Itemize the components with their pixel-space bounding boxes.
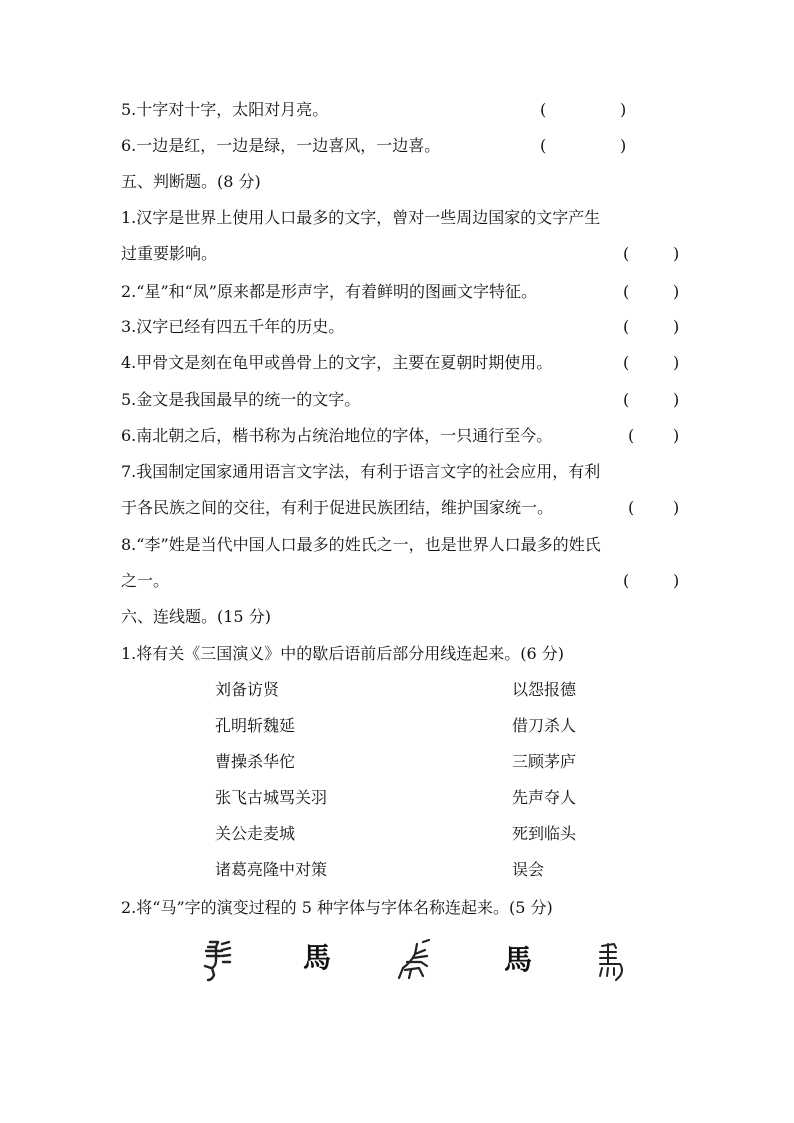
judge-item-6: 6.南北朝之后，楷书称为占统治地位的字体，一只通行至今。 xyxy=(121,426,553,445)
matching-q1-prompt: 1.将有关《三国演义》中的歇后语前后部分用线连起来。(6 分) xyxy=(121,644,565,663)
answer-right-paren: ) xyxy=(673,244,680,263)
answer-right-paren: ) xyxy=(620,100,627,119)
section4-item-6-text: 6.一边是红，一边是绿，一边喜风，一边喜。 xyxy=(121,136,441,155)
section4-item-5-text: 5.十字对十字，太阳对月亮。 xyxy=(121,100,329,119)
answer-left-paren: ( xyxy=(628,498,635,517)
section-5-title: 五、判断题。(8 分) xyxy=(121,172,261,191)
judge-item-7-line-1: 7.我国制定国家通用语言文字法，有利于语言文字的社会应用，有利 xyxy=(121,462,601,481)
matching-q2-prompt: 2.将“马”字的演变过程的 5 种字体与字体名称连起来。(5 分) xyxy=(121,898,553,917)
oracle-bone-horse-glyph xyxy=(200,938,236,984)
match-right-item: 先声夺人 xyxy=(512,788,577,807)
judge-item-2: 2.“星”和“凤”原来都是形声字，有着鲜明的图画文字特征。 xyxy=(121,282,537,301)
match-left-item: 张飞古城骂关羽 xyxy=(215,788,328,807)
answer-right-paren: ) xyxy=(673,426,680,445)
answer-left-paren: ( xyxy=(623,282,630,301)
match-left-item: 刘备访贤 xyxy=(215,680,280,699)
answer-left-paren: ( xyxy=(540,136,547,155)
match-left-item: 曹操杀华佗 xyxy=(215,752,296,771)
answer-left-paren: ( xyxy=(623,317,630,336)
judge-item-7-line-2: 于各民族之间的交往，有利于促进民族团结，维护国家统一。 xyxy=(121,498,554,517)
match-right-item: 借刀杀人 xyxy=(512,716,577,735)
answer-right-paren: ) xyxy=(673,498,680,517)
match-left-item: 诸葛亮隆中对策 xyxy=(215,860,328,879)
answer-left-paren: ( xyxy=(623,353,630,372)
answer-left-paren: ( xyxy=(540,100,547,119)
answer-right-paren: ) xyxy=(673,390,680,409)
answer-left-paren: ( xyxy=(623,390,630,409)
answer-right-paren: ) xyxy=(673,571,680,590)
answer-left-paren: ( xyxy=(623,571,630,590)
match-right-item: 三顾茅庐 xyxy=(512,752,577,771)
judge-item-4: 4.甲骨文是刻在龟甲或兽骨上的文字，主要在夏朝时期使用。 xyxy=(121,353,553,372)
judge-item-8-line-2: 之一。 xyxy=(121,571,170,590)
standard-script-horse-glyph: 馬 xyxy=(302,941,331,974)
judge-item-1-line-2: 过重要影响。 xyxy=(121,244,218,263)
bronze-inscription-horse-glyph xyxy=(393,938,435,982)
judge-item-5: 5.金文是我国最早的统一的文字。 xyxy=(121,390,361,409)
match-right-item: 以怨报德 xyxy=(512,680,577,699)
answer-left-paren: ( xyxy=(628,426,635,445)
answer-right-paren: ) xyxy=(673,317,680,336)
answer-right-paren: ) xyxy=(620,136,627,155)
answer-right-paren: ) xyxy=(673,282,680,301)
answer-left-paren: ( xyxy=(623,244,630,263)
section-6-title: 六、连线题。(15 分) xyxy=(121,607,271,626)
judge-item-8-line-1: 8.“李”姓是当代中国人口最多的姓氏之一，也是世界人口最多的姓氏 xyxy=(121,535,601,554)
match-left-item: 孔明斩魏延 xyxy=(215,716,296,735)
match-right-item: 死到临头 xyxy=(512,824,577,843)
judge-item-1-line-1: 1.汉字是世界上使用人口最多的文字，曾对一些周边国家的文字产生 xyxy=(121,208,601,227)
seal-script-horse-glyph xyxy=(594,940,628,982)
match-left-item: 关公走麦城 xyxy=(215,824,296,843)
answer-right-paren: ) xyxy=(673,353,680,372)
clerical-script-horse-glyph: 馬 xyxy=(503,943,532,976)
judge-item-3: 3.汉字已经有四五千年的历史。 xyxy=(121,317,345,336)
match-right-item: 误会 xyxy=(512,860,545,879)
